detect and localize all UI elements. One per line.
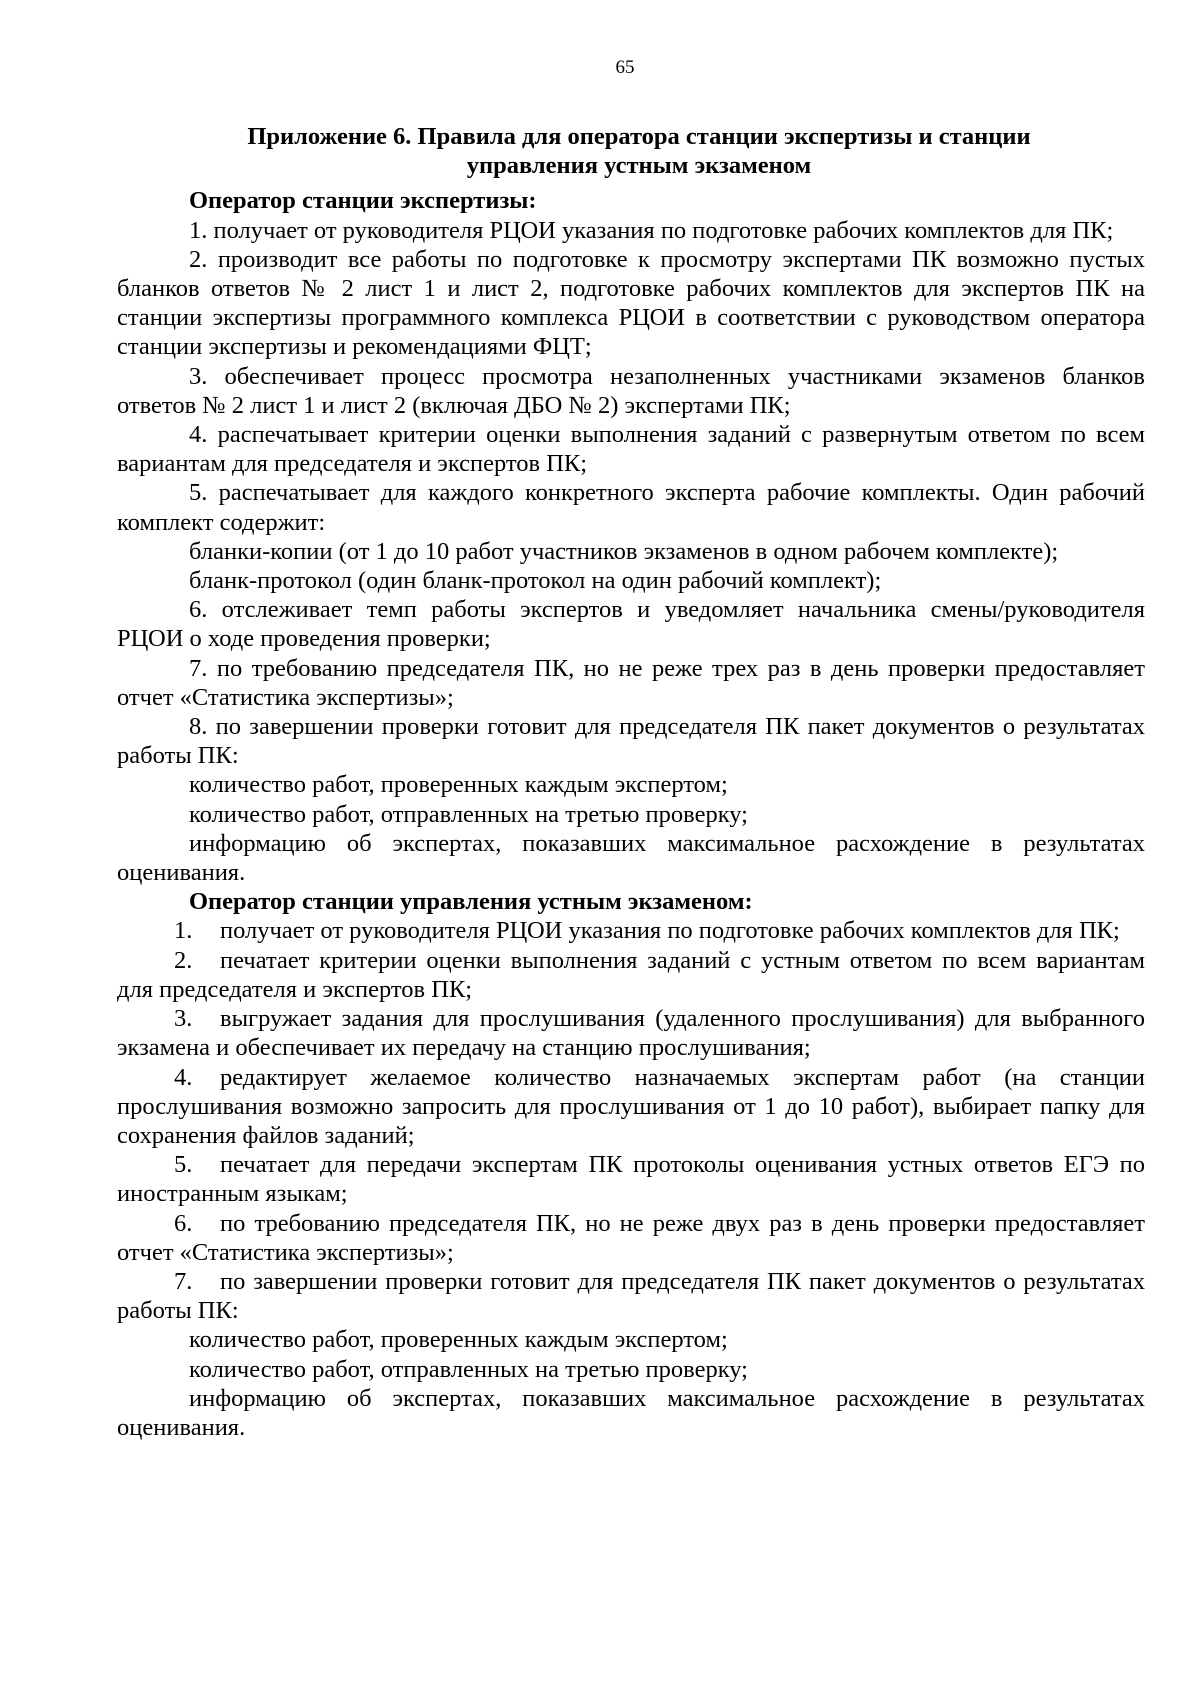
- paragraph: 3. обеспечивает процесс просмотра незаполненных участниками экзаменов бланков ответов № 2 лист 1 и лист 2 (включая ДБО № 2) экспертами ПК;: [117, 362, 1145, 419]
- item-number: 5.: [174, 1151, 193, 1179]
- item-text: печатает критерии оценки выполнения заданий с устным ответом по всем вариантам для председателя и экспертов ПК;: [117, 946, 1145, 1003]
- section-heading-expertise: Оператор станции экспертизы:: [189, 187, 537, 215]
- paragraph: информацию об экспертах, показавших максимальное расхождение в результатах оценивания.: [117, 1384, 1145, 1441]
- item-text: получает от руководителя РЦОИ указания по подготовке рабочих комплектов для ПК;: [220, 917, 1120, 945]
- paragraph: количество работ, отправленных на третью проверку;: [189, 1355, 748, 1383]
- item-number: 1.: [174, 917, 193, 945]
- numbered-item: [117, 1209, 1145, 1267]
- paragraph: количество работ, отправленных на третью проверку;: [189, 800, 748, 828]
- numbered-item: [117, 1267, 1145, 1325]
- paragraph: количество работ, проверенных каждым экспертом;: [189, 771, 728, 799]
- item-text: по завершении проверки готовит для председателя ПК пакет документов о результатах работы ПК:: [117, 1267, 1145, 1325]
- page-number: 65: [615, 57, 635, 78]
- paragraph: 8. по завершении проверки готовит для председателя ПК пакет документов о результатах работы ПК:: [117, 713, 1145, 770]
- document-body: [117, 122, 1145, 1442]
- paragraph: 2. производит все работы по подготовке к просмотру экспертами ПК возможно пустых бланков ответов № 2 лист 1 и лист 2, подготовке рабочих комплектов для экспертов ПК на станции экспертизы программного комплекса РЦОИ в соответствии с руководством оператора станции экспертизы и рекомендациями ФЦТ;: [117, 245, 1145, 361]
- appendix-title-line-2: управления устным экзаменом: [466, 152, 812, 180]
- numbered-item: [117, 916, 1145, 945]
- paragraph: количество работ, проверенных каждым экспертом;: [189, 1326, 728, 1354]
- appendix-title: [133, 122, 1145, 180]
- paragraph: 7. по требованию председателя ПК, но не реже трех раз в день проверки предоставляет отчет «Статистика экспертизы»;: [117, 654, 1145, 711]
- item-text: выгружает задания для прослушивания (удаленного прослушивания) для выбранного экзамена и обеспечивает их передачу на станцию прослушивания;: [117, 1005, 1145, 1062]
- paragraph: бланк-протокол (один бланк-протокол на один рабочий комплект);: [189, 567, 882, 595]
- paragraph: бланки-копии (от 1 до 10 работ участников экзаменов в одном рабочем комплекте);: [189, 537, 1059, 565]
- item-number: 6.: [174, 1209, 193, 1237]
- paragraph: информацию об экспертах, показавших максимальное расхождение в результатах оценивания.: [117, 829, 1145, 887]
- item-number: 4.: [174, 1063, 193, 1091]
- section-heading-oral-exam: Оператор станции управления устным экзаменом:: [189, 888, 753, 916]
- item-text: редактирует желаемое количество назначаемых экспертам работ (на станции прослушивания возможно запросить для прослушивания от 1 до 10 работ), выбирает папку для сохранения файлов заданий;: [117, 1063, 1145, 1149]
- item-text: по требованию председателя ПК, но не реже двух раз в день проверки предоставляет отчет «Статистика экспертизы»;: [117, 1209, 1145, 1266]
- item-number: 2.: [174, 946, 193, 974]
- numbered-item: [117, 1004, 1145, 1062]
- numbered-item: [117, 946, 1145, 1004]
- item-text: печатает для передачи экспертам ПК протоколы оценивания устных ответов ЕГЭ по иностранным языкам;: [117, 1151, 1145, 1208]
- item-number: 7.: [174, 1267, 193, 1295]
- paragraph: 5. распечатывает для каждого конкретного эксперта рабочие комплекты. Один рабочий комплект содержит:: [117, 479, 1145, 536]
- item-number: 3.: [174, 1005, 193, 1033]
- numbered-item: [117, 1150, 1145, 1208]
- paragraph: 4. распечатывает критерии оценки выполнения заданий с развернутым ответом по всем вариантам для председателя и экспертов ПК;: [117, 421, 1145, 478]
- paragraph: 1. получает от руководителя РЦОИ указания по подготовке рабочих комплектов для ПК;: [189, 216, 1114, 244]
- numbered-item: [117, 1063, 1145, 1151]
- paragraph: 6. отслеживает темп работы экспертов и уведомляет начальника смены/руководителя РЦОИ о ходе проведения проверки;: [117, 596, 1145, 653]
- appendix-title-line-1: Приложение 6. Правила для оператора станции экспертизы и станции: [247, 123, 1031, 150]
